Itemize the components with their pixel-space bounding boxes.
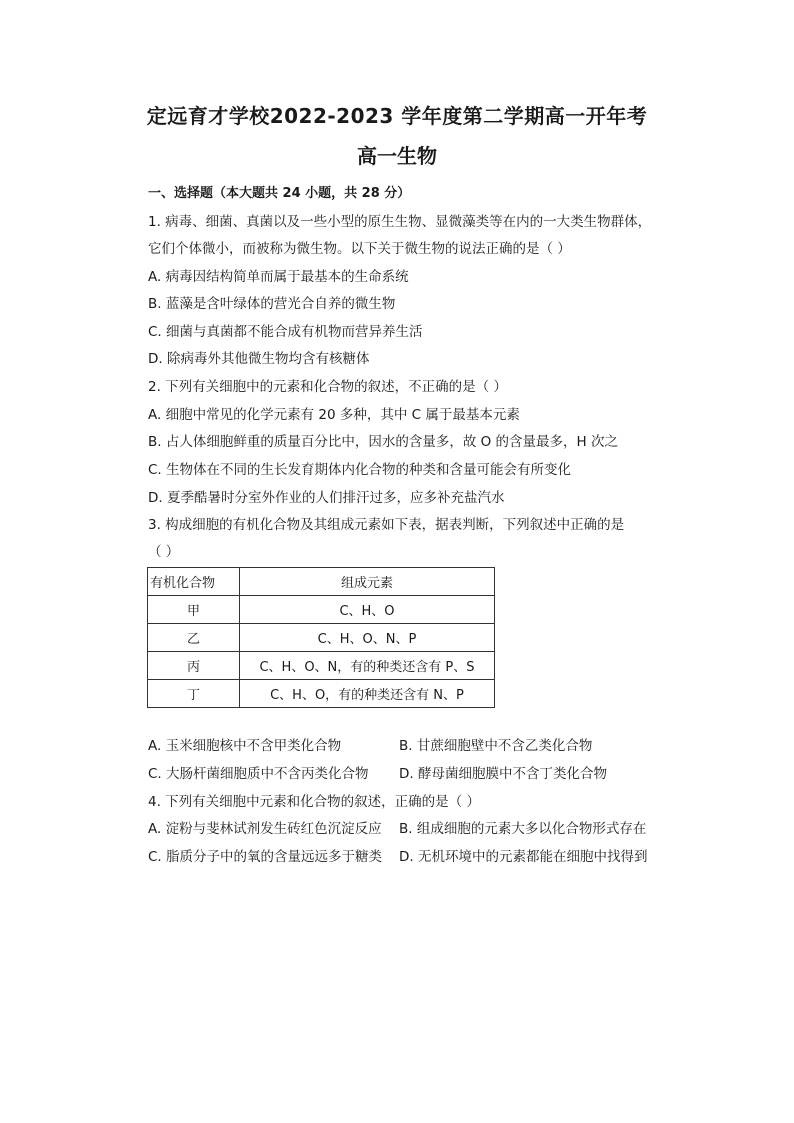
question-3-stem-line-2: （ ）	[148, 544, 180, 560]
question-3-stem-line-1: 3. 构成细胞的有机化合物及其组成元素如下表，据表判断，下列叙述中正确的是	[148, 517, 625, 533]
question-1-stem-line-1: 1. 病毒、细菌、真菌以及一些小型的原生生物、显微藻类等在内的一大类生物群体，	[148, 214, 652, 230]
table-header-elements: 组成元素	[240, 568, 495, 596]
question-2-option-d: D. 夏季酷暑时分室外作业的人们排汗过多，应多补充盐汽水	[148, 490, 505, 506]
table-row	[148, 680, 495, 708]
table-cell-elements: C、H、O，有的种类还含有 N、P	[240, 680, 495, 708]
question-4-stem: 4. 下列有关细胞中元素和化合物的叙述，正确的是（ ）	[148, 794, 480, 810]
question-1-option-d: D. 除病毒外其他微生物均含有核糖体	[148, 351, 370, 367]
question-1-stem-line-2: 它们个体微小，而被称为微生物。以下关于微生物的说法正确的是（ ）	[148, 241, 571, 257]
question-1-option-a: A. 病毒因结构简单而属于最基本的生命系统	[148, 269, 409, 285]
table-cell-compound: 乙	[148, 624, 240, 652]
table-cell-elements: C、H、O、N、P	[240, 624, 495, 652]
section-heading: 一、选择题（本大题共 24 小题，共 28 分）	[148, 186, 411, 201]
question-3-option-d: D. 酵母菌细胞膜中不含丁类化合物	[399, 766, 607, 782]
table-row	[148, 596, 495, 624]
table-header-row	[148, 568, 495, 596]
table-cell-elements: C、H、O	[240, 596, 495, 624]
question-2-stem: 2. 下列有关细胞中的元素和化合物的叙述，不正确的是（ ）	[148, 379, 507, 395]
table-cell-elements: C、H、O、N，有的种类还含有 P、S	[240, 652, 495, 680]
composition-table	[147, 567, 495, 708]
question-4-option-d: D. 无机环境中的元素都能在细胞中找得到	[399, 849, 648, 865]
question-4-option-b: B. 组成细胞的元素大多以化合物形式存在	[399, 821, 647, 837]
exam-subtitle: 高一生物	[357, 144, 437, 168]
question-1-option-c: C. 细菌与真菌都不能合成有机物而营异养生活	[148, 324, 423, 340]
table-cell-compound: 甲	[148, 596, 240, 624]
table-header-compound: 有机化合物	[148, 568, 240, 596]
question-2-option-c: C. 生物体在不同的生长发育期体内化合物的种类和含量可能会有所变化	[148, 462, 572, 478]
question-4-option-a: A. 淀粉与斐林试剂发生砖红色沉淀反应	[148, 821, 382, 837]
exam-title: 定远育才学校2022-2023 学年度第二学期高一开年考	[146, 104, 648, 128]
question-3-option-b: B. 甘蔗细胞壁中不含乙类化合物	[399, 738, 593, 754]
question-2-option-a: A. 细胞中常见的化学元素有 20 多种，其中 C 属于最基本元素	[148, 407, 520, 423]
table-row	[148, 652, 495, 680]
question-3-option-a: A. 玉米细胞核中不含甲类化合物	[148, 738, 342, 754]
question-3-option-c: C. 大肠杆菌细胞质中不含丙类化合物	[148, 766, 369, 782]
question-4-option-c: C. 脂质分子中的氧的含量远远多于糖类	[148, 849, 383, 865]
table-cell-compound: 丙	[148, 652, 240, 680]
question-1-option-b: B. 蓝藻是含叶绿体的营光合自养的微生物	[148, 296, 396, 312]
table-cell-compound: 丁	[148, 680, 240, 708]
question-2-option-b: B. 占人体细胞鲜重的质量百分比中，因水的含量多，故 O 的含量最多，H 次之	[148, 434, 618, 450]
table-row	[148, 624, 495, 652]
